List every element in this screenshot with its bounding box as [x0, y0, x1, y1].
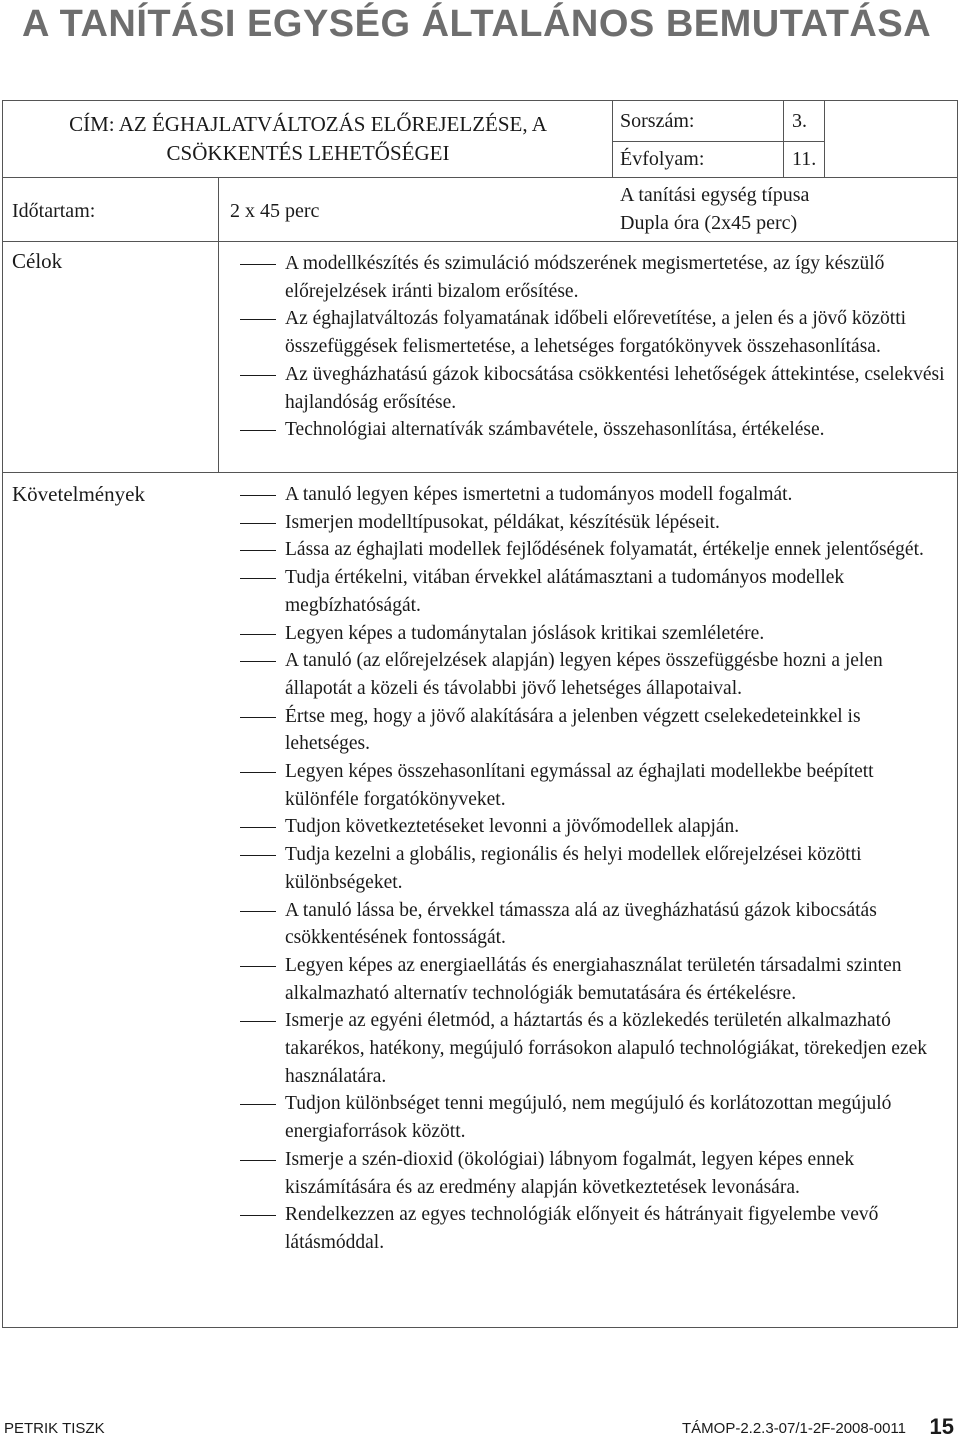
list-item [238, 813, 950, 841]
kovetelmenyek-label: Követelmények [12, 482, 145, 506]
list-item [238, 703, 950, 758]
list-item [238, 1007, 950, 1090]
divider [2, 177, 957, 178]
list-item [238, 647, 950, 702]
list-item-text: Legyen képes az energiaellátás és energiahasználat területén társadalmi szinten alkalmazható alternatív technológiák bemutatására és értékelésre. [285, 954, 902, 1004]
list-item [238, 305, 950, 360]
sorszam-value: 3. [792, 110, 807, 132]
list-item [238, 952, 950, 1007]
kovetelmenyek-list [238, 481, 950, 1257]
evfolyam-value: 11. [792, 148, 817, 170]
list-item [238, 564, 950, 619]
footer-project-code: TÁMOP-2.2.3-07/1-2F-2008-0011 [682, 1420, 906, 1437]
list-item [238, 536, 950, 564]
list-item-text: Az üvegházhatású gázok kibocsátása csökkentési lehetőségek áttekintése, cselekvési hajlandóság erősítése. [285, 363, 945, 413]
list-item-text: Tudjon különbséget tenni megújuló, nem megújuló és korlátozottan megújuló energiaforrások között. [285, 1093, 892, 1143]
list-item-text: A tanuló lássa be, érvekkel támassza alá az üvegházhatású gázok kibocsátás csökkentésének fontosságát. [285, 899, 877, 949]
idotartam-value: 2 x 45 perc [230, 200, 320, 222]
list-item-text: Lássa az éghajlati modellek fejlődésének folyamatát, értékelje ennek jelentőségét. [285, 539, 924, 561]
list-item [238, 897, 950, 952]
list-item-text: Legyen képes a tudománytalan jóslások kritikai szemléletére. [285, 622, 765, 644]
list-item-text: A modellkészítés és szimuláció módszerének megismertetése, az így készülő előrejelzések iránti bizalom erősítése. [285, 253, 885, 302]
list-item [238, 841, 950, 896]
evfolyam-label: Évfolyam: [620, 148, 705, 170]
list-item-text: Ismerje a szén-dioxid (ökológiai) lábnyom fogalmát, legyen képes ennek kiszámítására és az eredmény alapján következtetések levonására. [285, 1148, 855, 1198]
divider [218, 177, 219, 472]
celok-label: Célok [12, 249, 63, 273]
divider [612, 141, 824, 142]
list-item-text: Ismerje az egyéni életmód, a háztartás és a közlekedés területén alkalmazható takarékos, hatékony, megújuló forrásokon alapuló technológiákat, törekedjen ezek használatára. [285, 1010, 928, 1087]
list-item-text: A tanuló legyen képes ismertetni a tudományos modell fogalmát. [285, 484, 793, 505]
lesson-title-line1: CÍM: AZ ÉGHAJLATVÁLTOZÁS ELŐREJELZÉSE, A [69, 112, 547, 136]
list-item-text: Értse meg, hogy a jövő alakítására a jelenben végzett cselekedeteinkkel is lehetséges. [285, 705, 861, 755]
list-item-text: Technológiai alternatívák számbavétele, összehasonlítása, értékelése. [285, 419, 825, 441]
idotartam-label: Időtartam: [12, 200, 96, 222]
lesson-title-line2: CSÖKKENTÉS LEHETŐSÉGEI [166, 141, 450, 165]
list-item-text: A tanuló (az előrejelzések alapján) legyen képes összefüggésbe hozni a jelen állapotát a közeli és távolabbi jövő lehetséges állapotaival. [285, 650, 883, 699]
list-item [238, 509, 950, 537]
divider [2, 472, 957, 473]
tipus-label: A tanítási egység típusa [620, 184, 810, 206]
list-item [238, 1090, 950, 1145]
page-number: 15 [929, 1414, 954, 1439]
divider [783, 100, 784, 177]
list-item-text: Tudja értékelni, vitában érvekkel alátámasztani a tudományos modellek megbízhatóságát. [285, 567, 845, 616]
list-item [238, 481, 950, 509]
lesson-title [12, 110, 604, 168]
list-item-text: Az éghajlatváltozás folyamatának időbeli előrevetítése, a jelen és a jövő közötti összefüggések felismertetése, a lehetséges forgatókönyvek összehasonlítása. [285, 308, 907, 358]
list-item-text: Tudjon következtetéseket levonni a jövőmodellek alapján. [285, 816, 740, 838]
tipus-value: Dupla óra (2x45 perc) [620, 212, 798, 234]
list-item [238, 620, 950, 648]
list-item [238, 250, 950, 305]
celok-list [238, 250, 950, 444]
divider [612, 100, 613, 177]
list-item-text: Ismerjen modelltípusokat, példákat, készítésük lépéseit. [285, 511, 720, 533]
list-item [238, 758, 950, 813]
footer-publisher: PETRIK TISZK [4, 1420, 105, 1437]
list-item-text: Tudja kezelni a globális, regionális és helyi modellek előrejelzései közötti különbségeket. [285, 844, 862, 893]
list-item [238, 1146, 950, 1201]
list-item-text: Rendelkezzen az egyes technológiák előnyeit és hátrányait figyelembe vevő látásmóddal. [285, 1204, 879, 1253]
list-item [238, 416, 950, 444]
list-item [238, 1201, 950, 1256]
sorszam-label: Sorszám: [620, 110, 695, 132]
divider [2, 241, 957, 242]
divider [824, 100, 825, 177]
page-title: A TANÍTÁSI EGYSÉG ÁLTALÁNOS BEMUTATÁSA [22, 3, 932, 45]
list-item [238, 361, 950, 416]
list-item-text: Legyen képes összehasonlítani egymással az éghajlati modellekbe beépített különféle forgatókönyveket. [285, 761, 874, 810]
